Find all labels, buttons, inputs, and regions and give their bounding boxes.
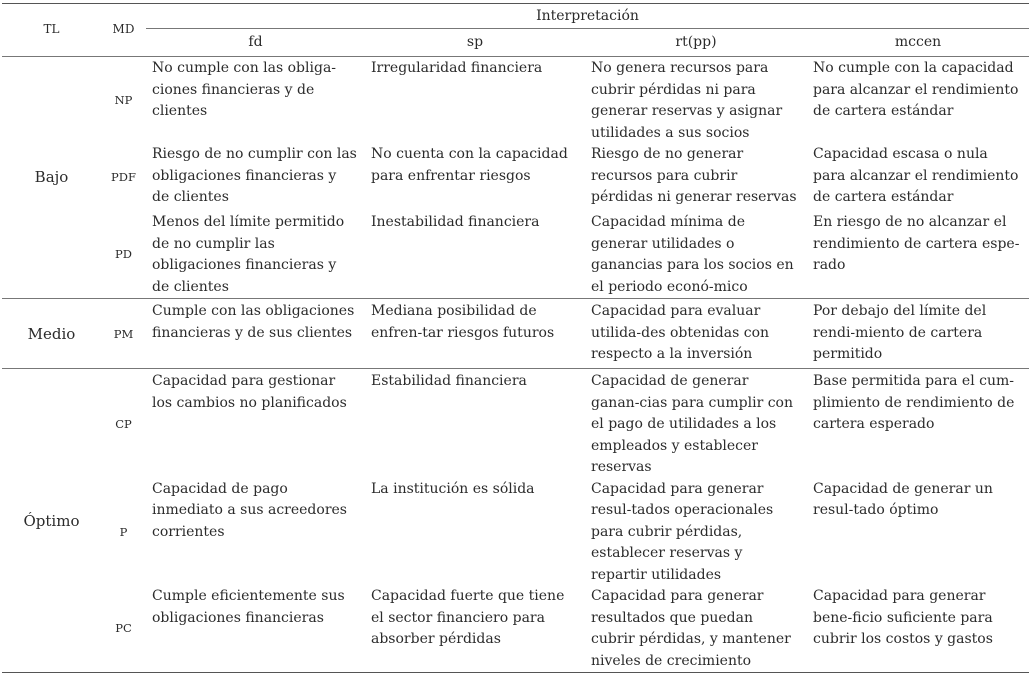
cell-fd: Cumple con las obligaciones financieras y de sus clientes <box>152 303 355 341</box>
md-label: PDF <box>111 170 136 185</box>
table-row <box>2 144 1029 212</box>
interpretation-table <box>2 3 1029 673</box>
header-interpretacion: Interpretación <box>146 4 1029 29</box>
cell-fd: No cumple con las obliga-ciones financieras y de clientes <box>152 60 337 119</box>
table-row <box>2 212 1029 299</box>
header-sp: sp <box>466 34 484 50</box>
header-fd: fd <box>248 34 263 50</box>
cell-mccen: Capacidad escasa o nula para alcanzar el rendimiento de cartera estándar <box>813 146 1019 205</box>
cell-rt-pp: Capacidad para generar resul-tados operacionales para cubrir pérdidas, establecer reservas y repartir utilidades <box>591 480 774 583</box>
table-row <box>2 369 1029 479</box>
cell-mccen: Por debajo del límite del rendi-miento de cartera permitido <box>813 303 987 362</box>
header-mccen: mccen <box>894 34 942 50</box>
table-row <box>2 479 1029 587</box>
cell-rt-pp: Riesgo de no generar recursos para cubrir pérdidas ni generar reservas <box>591 146 797 205</box>
cell-mccen: Capacidad para generar bene-ficio suficiente para cubrir los costos y gastos <box>813 588 993 647</box>
cell-mccen: En riesgo de no alcanzar el rendimiento de cartera espe-rado <box>813 214 1020 273</box>
cell-rt-pp: No genera recursos para cubrir pérdidas ni para generar reservas y asignar utilidades a sus socios <box>591 60 783 141</box>
header-rt-pp: rt(pp) <box>675 34 717 50</box>
cell-fd: Cumple eficientemente sus obligaciones financieras <box>152 588 345 626</box>
table-row <box>2 57 1029 145</box>
cell-fd: Capacidad de pago inmediato a sus acreedores corrientes <box>152 480 347 540</box>
md-label: PM <box>113 326 134 341</box>
cell-sp: No cuenta con la capacidad para enfrentar riesgos <box>371 146 568 184</box>
cell-rt-pp: Capacidad para evaluar utilida-des obtenidas con respecto a la inversión <box>591 303 770 362</box>
md-label: PD <box>115 247 132 262</box>
header-tl: TL <box>43 22 60 37</box>
cell-sp: Estabilidad financiera <box>371 373 527 389</box>
cell-sp: La institución es sólida <box>371 480 535 497</box>
cell-fd: Riesgo de no cumplir con las obligaciones financieras y de clientes <box>152 146 357 205</box>
cell-sp: Capacidad fuerte que tiene el sector financiero para absorber pérdidas <box>371 588 565 647</box>
cell-mccen: Base permitida para el cum-plimiento de rendimiento de cartera esperado <box>813 373 1015 432</box>
md-label: PC <box>115 621 132 636</box>
cell-mccen: Capacidad de generar un resul-tado óptimo <box>813 480 993 518</box>
header-md: MD <box>112 22 135 37</box>
tl-label-medio: Medio <box>27 324 76 343</box>
cell-rt-pp: Capacidad mínima de generar utilidades o ganancias para los socios en el periodo econó-mico <box>591 214 794 295</box>
cell-sp: Mediana posibilidad de enfren-tar riesgos futuros <box>371 303 555 341</box>
cell-sp: Irregularidad financiera <box>371 60 543 76</box>
cell-rt-pp: Capacidad de generar ganan-cias para cumplir con el pago de utilidades a los empleados y establecer reservas <box>591 373 793 475</box>
table-row <box>2 299 1029 369</box>
md-label: P <box>119 524 128 539</box>
cell-sp: Inestabilidad financiera <box>371 214 540 230</box>
cell-fd: Capacidad para gestionar los cambios no planificados <box>152 373 347 411</box>
cell-rt-pp: Capacidad para generar resultados que puedan cubrir pérdidas, y mantener niveles de crecimiento <box>591 588 791 669</box>
cell-mccen: No cumple con la capacidad para alcanzar el rendimiento de cartera estándar <box>813 60 1019 119</box>
table-row <box>2 586 1029 673</box>
md-label: NP <box>114 93 133 108</box>
md-label: CP <box>115 417 132 431</box>
tl-label-bajo: Bajo <box>34 168 69 187</box>
tl-label-optimo: Óptimo <box>23 511 80 530</box>
cell-fd: Menos del límite permitido de no cumplir las obligaciones financieras y de clientes <box>152 214 345 295</box>
